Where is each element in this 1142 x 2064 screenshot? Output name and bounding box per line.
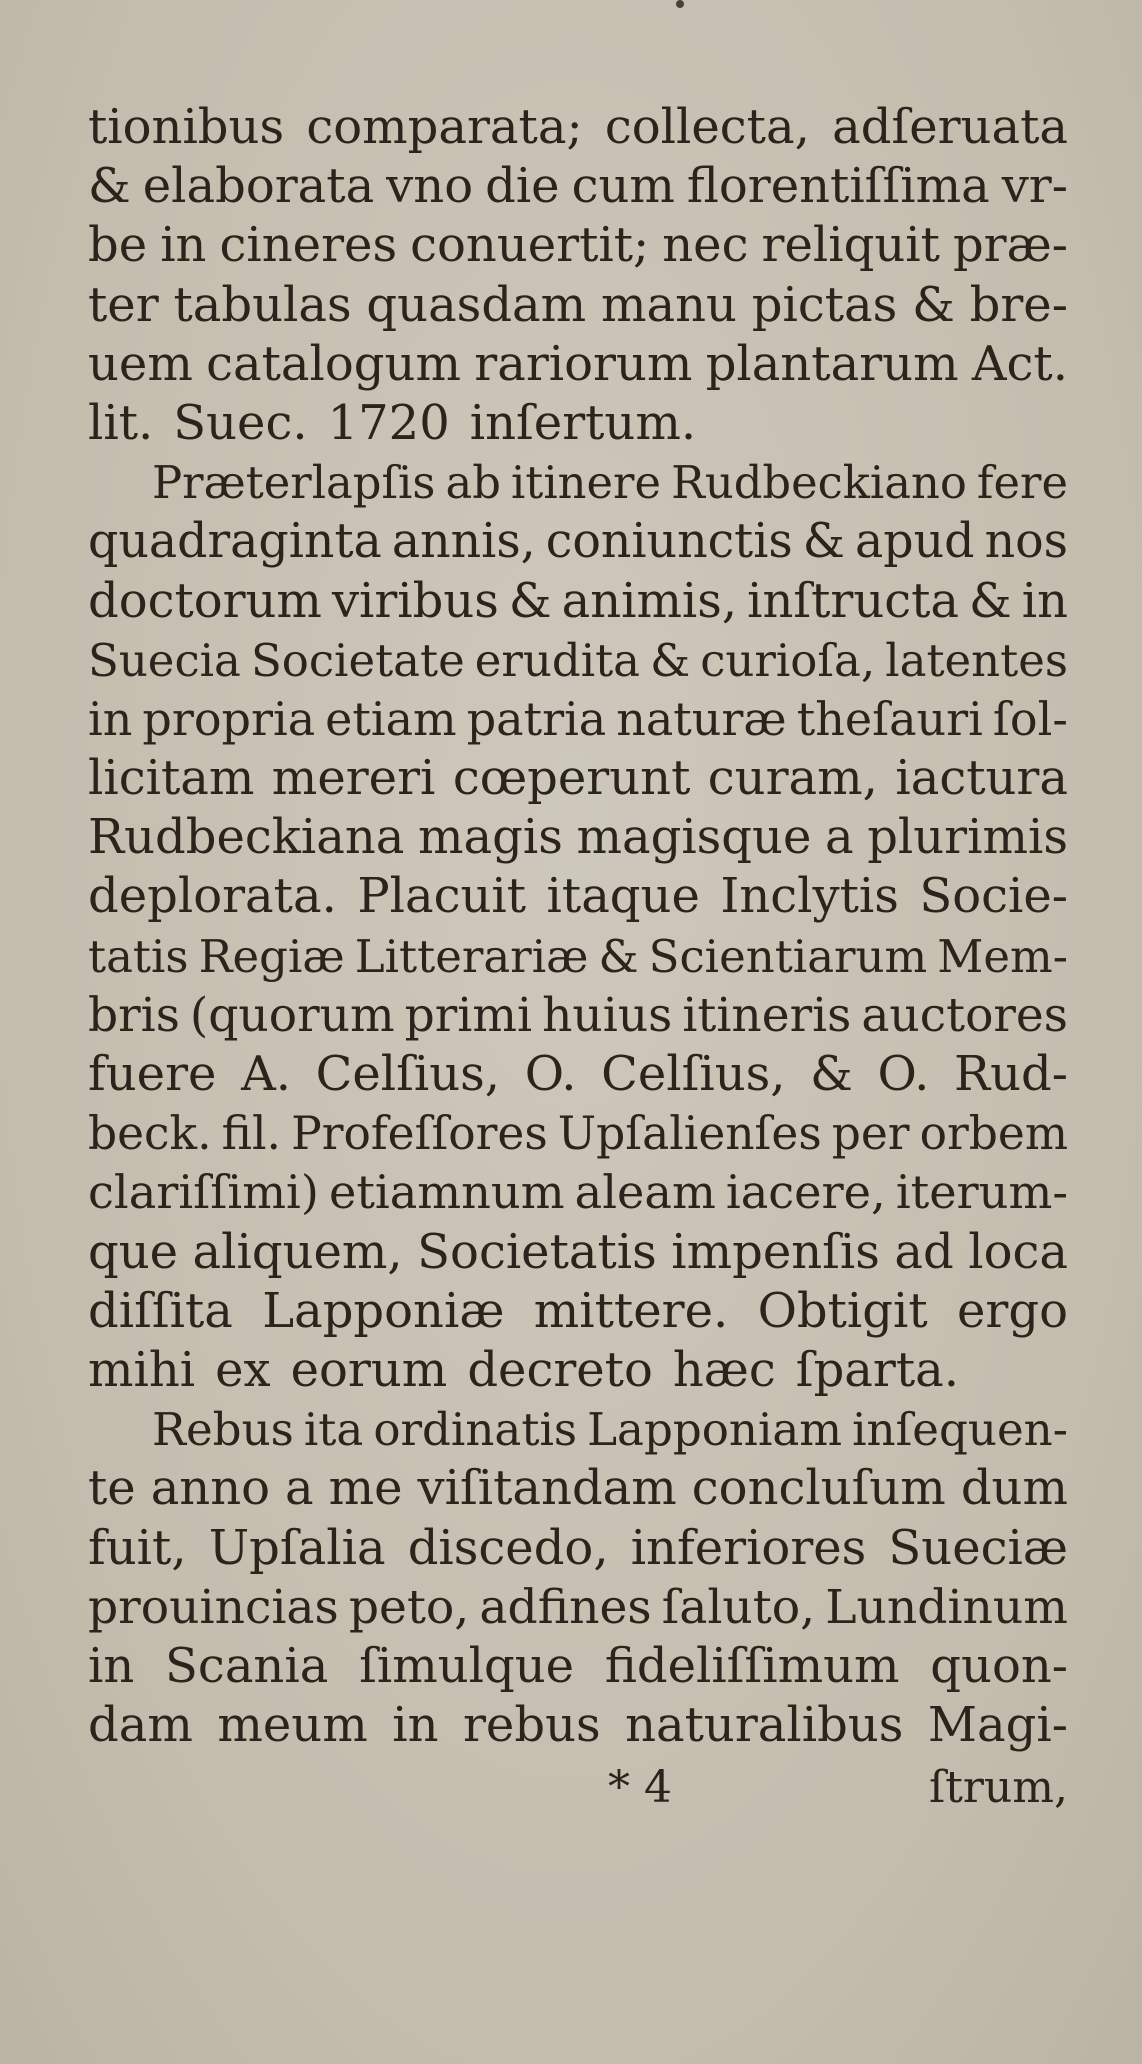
word: quon- — [930, 1637, 1068, 1694]
word: conuertit; — [410, 217, 650, 274]
word: itinere — [510, 456, 662, 510]
word: & — [650, 633, 691, 687]
word: Celſius, — [315, 1046, 501, 1102]
text-line — [88, 453, 1068, 512]
text-line — [88, 631, 1068, 690]
word: vno — [386, 158, 474, 215]
text-line — [88, 1400, 1068, 1459]
word: & — [598, 929, 639, 983]
word: plantarum — [705, 335, 959, 392]
word: fideliſſimum — [604, 1637, 900, 1694]
word: decreto — [467, 1341, 653, 1398]
word: Scania — [165, 1637, 329, 1694]
word: Litterariæ — [354, 929, 589, 983]
text-line — [88, 1104, 1068, 1163]
word: coniunctis — [545, 514, 793, 570]
word: per — [831, 1107, 910, 1161]
word: animis, — [561, 572, 738, 629]
text-line — [88, 1519, 1068, 1578]
word: & — [912, 276, 955, 333]
word: fuit, — [88, 1519, 187, 1576]
word: mereri — [271, 750, 436, 807]
word: peto, — [348, 1579, 470, 1635]
word: cœperunt — [452, 750, 691, 807]
word: Upſalienſes — [557, 1107, 822, 1161]
word: ſaluto, — [661, 1579, 816, 1635]
word: inſertum. — [469, 394, 697, 451]
word: reliquit — [761, 217, 940, 274]
word: adſeruata — [832, 99, 1068, 155]
word: Upſalia — [208, 1519, 386, 1576]
word: Rud- — [953, 1046, 1068, 1102]
word: theſauri — [796, 691, 983, 746]
word: nos — [984, 514, 1068, 570]
word: cineres — [219, 217, 398, 274]
word: Profeſſores — [291, 1107, 548, 1161]
text-line — [88, 1282, 1068, 1341]
word: Societatis — [417, 1223, 657, 1280]
word: bre- — [969, 276, 1068, 333]
word: quadraginta — [88, 514, 382, 570]
word: O. — [524, 1046, 577, 1102]
text-line — [88, 867, 1068, 926]
word: itaque — [546, 868, 700, 925]
word: florentiſſima — [686, 158, 990, 215]
word: me — [328, 1460, 403, 1517]
word: ita — [303, 1403, 364, 1457]
word: ter — [88, 276, 159, 333]
text-line — [88, 1223, 1068, 1282]
word: ergo — [956, 1282, 1068, 1339]
word: Magi- — [927, 1697, 1068, 1754]
word: & — [508, 572, 552, 629]
word: ſol- — [992, 691, 1068, 746]
word: naturalibus — [625, 1697, 904, 1754]
word: fuere — [88, 1046, 217, 1102]
word: & — [802, 514, 845, 570]
word: bris — [88, 987, 180, 1043]
word: nec — [662, 217, 749, 274]
text-line — [88, 1459, 1068, 1518]
text-line — [88, 927, 1068, 986]
word: iterum- — [895, 1165, 1068, 1220]
word: adfines — [479, 1579, 652, 1635]
word: propria — [142, 691, 316, 746]
word: plurimis — [867, 809, 1068, 866]
word: annis, — [391, 514, 536, 570]
word: Socie- — [919, 868, 1068, 925]
word: & — [88, 158, 131, 215]
word: pictas — [751, 276, 898, 333]
word: licitam — [88, 750, 255, 807]
text-line — [88, 1637, 1068, 1696]
word: tionibus — [88, 99, 285, 155]
word: viribus — [331, 572, 499, 629]
word: a — [285, 1460, 314, 1517]
word: inferiores — [630, 1519, 867, 1576]
word: viſitandam — [417, 1460, 677, 1517]
word: anno — [150, 1460, 271, 1517]
word: O. — [877, 1046, 930, 1102]
word: ad — [894, 1223, 954, 1280]
text-line — [88, 1696, 1068, 1755]
signature-mark: * 4 — [608, 1762, 672, 1813]
word: in — [88, 1637, 135, 1694]
word: inſequen- — [852, 1403, 1068, 1457]
word: Placuit — [357, 868, 527, 925]
text-line — [88, 157, 1068, 216]
word: primi — [404, 987, 533, 1043]
word: discedo, — [407, 1519, 609, 1576]
text-line — [88, 216, 1068, 275]
word: deplorata. — [88, 868, 337, 925]
word: aleam — [574, 1165, 716, 1220]
word: Societate — [250, 633, 465, 687]
word: tabulas — [173, 276, 352, 333]
text-line — [88, 512, 1068, 571]
word: catalogum — [206, 335, 461, 392]
page-footer — [88, 1758, 1068, 1818]
word: die — [485, 158, 560, 215]
text-line — [88, 394, 1068, 453]
word: comparata; — [306, 99, 583, 155]
word: patria — [466, 691, 607, 746]
word: Lapponiam — [587, 1403, 843, 1457]
word: elaborata — [142, 158, 375, 215]
word: meum — [217, 1697, 368, 1754]
word: concluſum — [691, 1460, 946, 1517]
text-line — [88, 98, 1068, 157]
word: vr- — [1001, 158, 1068, 215]
word: etiamnum — [328, 1165, 565, 1220]
word: aliquem, — [192, 1223, 403, 1280]
word: orbem — [919, 1107, 1068, 1161]
word: erudita — [474, 633, 641, 687]
ink-spot — [676, 0, 684, 8]
text-line — [88, 1578, 1068, 1637]
word: Obtigit — [757, 1282, 928, 1339]
word: be — [88, 217, 148, 274]
word: Suecia — [88, 633, 241, 687]
text-line — [88, 749, 1068, 808]
word: Rudbeckiana — [88, 809, 405, 866]
word: iactura — [895, 750, 1068, 807]
word: in — [160, 217, 207, 274]
word: tatis — [88, 929, 189, 983]
word: & — [969, 572, 1012, 629]
word: auctores — [861, 987, 1068, 1043]
word: eorum — [290, 1341, 448, 1398]
word: loca — [968, 1223, 1068, 1280]
word: ex — [215, 1341, 271, 1398]
word: clariſſimi) — [88, 1165, 319, 1220]
word: rariorum — [474, 335, 693, 392]
word: Lundinum — [825, 1579, 1068, 1635]
word: quasdam — [366, 276, 587, 333]
word: etiam — [325, 691, 457, 746]
word: & — [810, 1046, 853, 1102]
text-line — [88, 1045, 1068, 1104]
word: in — [1021, 572, 1068, 629]
word: collecta, — [604, 99, 810, 155]
word: rebus — [462, 1697, 601, 1754]
text-line — [88, 276, 1068, 335]
word: 1720 — [327, 394, 450, 451]
word: mittere. — [533, 1282, 729, 1339]
page-text — [88, 98, 1068, 1755]
word: hæc — [672, 1341, 776, 1398]
word: uem — [88, 335, 193, 392]
word: cum — [571, 158, 675, 215]
word: Suec. — [173, 394, 308, 451]
word: ſparta. — [795, 1341, 960, 1398]
word: lit. — [88, 394, 154, 451]
text-line — [88, 808, 1068, 867]
word: ſimulque — [359, 1637, 575, 1694]
word: dam — [88, 1697, 193, 1754]
word: Act. — [971, 335, 1068, 392]
word: magis — [418, 809, 563, 866]
word: latentes — [885, 633, 1068, 687]
text-line — [88, 572, 1068, 631]
word: te — [88, 1460, 136, 1517]
text-line — [88, 335, 1068, 394]
word: dum — [960, 1460, 1068, 1517]
word: A. — [241, 1046, 291, 1102]
word: Rudbeckiano — [671, 456, 967, 510]
word: Inclytis — [720, 868, 899, 925]
catchword: ſtrum, — [928, 1762, 1068, 1813]
word: Præterlapſis — [152, 456, 436, 510]
text-line — [88, 1163, 1068, 1222]
word: iacere, — [725, 1165, 886, 1220]
word: diſſita — [88, 1282, 233, 1339]
word: manu — [600, 276, 737, 333]
word: Scientiarum — [648, 929, 928, 983]
word: præ- — [952, 217, 1068, 274]
word: curam, — [707, 750, 878, 807]
word: Lapponiæ — [262, 1282, 505, 1339]
word: fil. — [221, 1107, 282, 1161]
word: fere — [976, 456, 1068, 510]
word: in — [88, 691, 133, 746]
word: apud — [855, 514, 975, 570]
word: magisque — [576, 809, 812, 866]
text-line — [88, 986, 1068, 1045]
word: Celſius, — [601, 1046, 786, 1102]
word: Mem- — [937, 929, 1068, 983]
word: (quorum — [189, 987, 395, 1043]
word: Regiæ — [198, 929, 345, 983]
word: inſtructa — [747, 572, 959, 629]
word: doctorum — [88, 572, 322, 629]
word: naturæ — [616, 691, 787, 746]
word: mihi — [88, 1341, 196, 1398]
word: Sueciæ — [888, 1519, 1068, 1576]
word: ordinatis — [373, 1403, 578, 1457]
word: beck. — [88, 1107, 212, 1161]
text-line — [88, 1341, 1068, 1400]
word: ab — [445, 456, 501, 510]
word: in — [392, 1697, 439, 1754]
word: impenſis — [671, 1223, 880, 1280]
word: a — [824, 809, 854, 866]
word: que — [88, 1223, 179, 1280]
text-line — [88, 690, 1068, 749]
word: curioſa, — [700, 633, 876, 687]
word: itineris — [682, 987, 852, 1043]
word: prouincias — [88, 1579, 339, 1635]
word: Rebus — [152, 1403, 294, 1457]
word: huius — [542, 987, 673, 1043]
